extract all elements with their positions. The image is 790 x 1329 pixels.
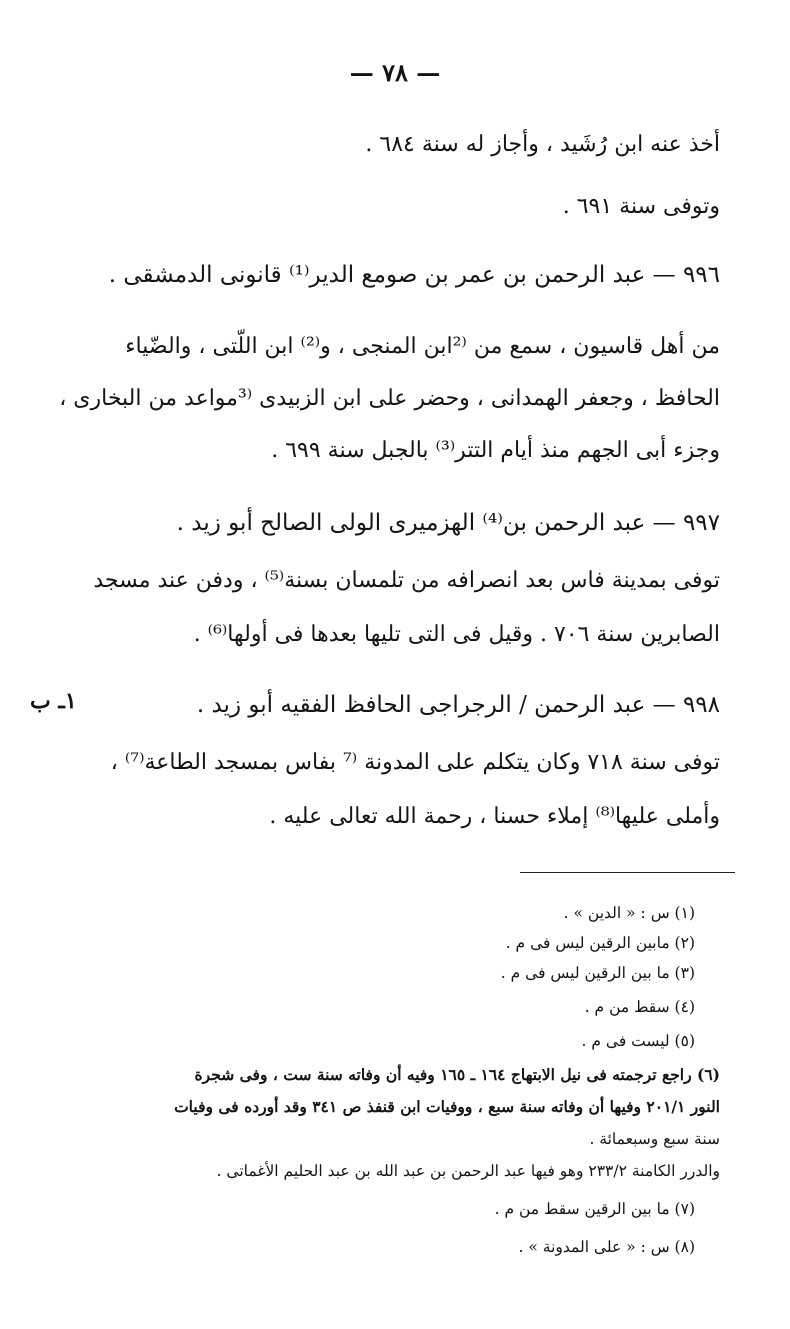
body-line-11: توفى سنة ٧١٨ وكان يتكلم على المدونة ⁽⁷ بفاس بمسجد الطاعة⁽⁷⁾ ، xyxy=(110,750,720,775)
footnote-1: (١) س : « الدين » . xyxy=(563,904,695,922)
entry-heading-997: ٩٩٧ — عبد الرحمن بن⁽⁴⁾ الهزميرى الولى الصالح أبو زيد . xyxy=(176,510,720,536)
body-line-4: من أهل قاسيون ، سمع من ⁽²ابن المنجى ، و⁽²⁾ ابن اللّتى ، والضّياء xyxy=(125,334,720,359)
body-line-9: الصابرين سنة ٧٠٦ . وقيل فى التى تليها بعدها فى أولها⁽⁶⁾ . xyxy=(193,622,720,647)
footnote-6-line-2: النور ٢٠١/١ وفيها أن وفاته سنة سبع ، ووفيات ابن قنفذ ص ٣٤١ وقد أورده فى وفيات xyxy=(174,1097,720,1116)
body-line-12: وأملى عليها⁽⁸⁾ إملاء حسنا ، رحمة الله تعالى عليه . xyxy=(269,804,720,829)
footnote-4: (٤) سقط من م . xyxy=(584,998,695,1016)
folio-mark: ١ـ ب xyxy=(30,688,77,714)
page-number: — ٧٨ — xyxy=(349,58,441,87)
footnote-8: (٨) س : « على المدونة » . xyxy=(518,1238,695,1256)
entry-heading-998: ٩٩٨ — عبد الرحمن / الرجراجى الحافظ الفقيه أبو زيد . xyxy=(196,692,720,718)
footnote-3: (٣) ما بين الرقين ليس فى م . xyxy=(500,964,695,982)
footnote-6-line-4: والدرر الكامنة ٢٣٣/٢ وهو فيها عبد الرحمن بن عبد الله بن عبد الحليم الأغماتى . xyxy=(216,1162,720,1180)
footnote-6-line-1: (٦) راجع ترجمته فى نيل الابتهاج ١٦٤ ـ ١٦٥ وفيه أن وفاته سنة ست ، وفى شجرة xyxy=(194,1065,720,1084)
body-line-6: وجزء أبى الجهم منذ أيام التتر⁽³⁾ بالجبل سنة ٦٩٩ . xyxy=(271,438,720,463)
body-line-1: أخذ عنه ابن رُشَيد ، وأجاز له سنة ٦٨٤ . xyxy=(365,132,720,157)
body-line-2: وتوفى سنة ٦٩١ . xyxy=(562,194,720,219)
entry-heading-996: ٩٩٦ — عبد الرحمن بن عمر بن صومع الدير⁽¹⁾ قانونى الدمشقى . xyxy=(108,262,720,288)
footnote-separator xyxy=(520,872,735,873)
footnote-2: (٢) مابين الرقين ليس فى م . xyxy=(505,934,695,952)
footnote-6-line-3: سنة سبع وسبعمائة . xyxy=(589,1130,720,1148)
body-line-8: توفى بمدينة فاس بعد انصرافه من تلمسان بسنة⁽⁵⁾ ، ودفن عند مسجد xyxy=(93,568,720,593)
footnote-7: (٧) ما بين الرقين سقط من م . xyxy=(494,1200,695,1218)
body-line-5: الحافظ ، وجعفر الهمدانى ، وحضر على ابن الزبيدى ⁽³مواعد من البخارى ، xyxy=(59,386,720,411)
footnote-5: (٥) ليست فى م . xyxy=(581,1032,695,1050)
